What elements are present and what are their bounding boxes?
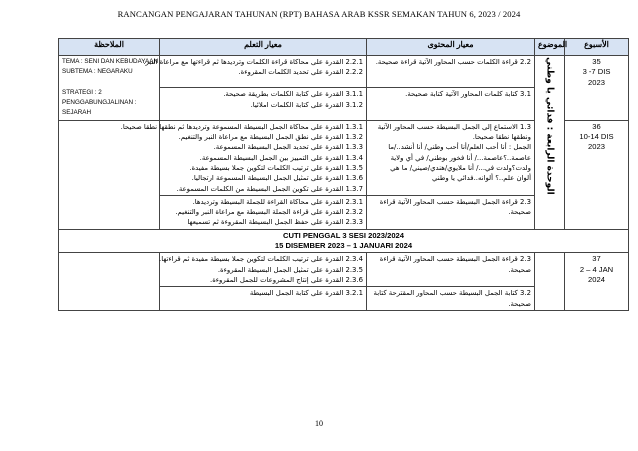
content-standard-line: ونطقها نطقا صحيحا. — [472, 133, 531, 142]
content-standard-line: 2.3 قراءة الجمل البسيطة حسب المحاور الآتية قراءة — [379, 197, 531, 206]
learning-standard-item: 2.3.2 القدرة على قراءة الجملة البسيطة مع مراعاة النبر والتنغيم. — [175, 208, 363, 217]
learning-standard-item: 1.3.1 القدرة على محاكاة الجمل البسيطة المسموعة وترديدها ثم نطقها نطقا صحيحا. — [120, 122, 363, 131]
learning-standard-item: 2.2.1 القدرة على محاكاة قراءة الكلمات وترديدها ثم قراءتها مع مراعاة النبر. — [143, 58, 363, 66]
header-notes: الملاحظة — [59, 39, 160, 56]
week-cell — [565, 56, 629, 121]
week-number: 35 — [592, 57, 601, 66]
table-header-row — [59, 39, 629, 56]
learning-standard-item: 2.3.6 القدرة على إنتاج المشروعات للجمل المقروءة. — [210, 275, 363, 284]
content-standard-line: ولدت؟ولدت في.../ أنا ملايوي/هندي/صيني/ ما هي — [390, 163, 531, 172]
content-standard-cell — [367, 120, 535, 195]
unit-title-cell — [535, 56, 565, 230]
topic-cell — [535, 253, 565, 310]
content-standard-cell — [367, 287, 535, 311]
week-number: 37 — [592, 254, 601, 264]
notes-line: SEJARAH — [62, 109, 92, 117]
notes-cell — [59, 120, 160, 229]
content-standard-cell — [367, 88, 535, 120]
learning-standard-cell — [120, 120, 367, 195]
learning-standard-cell — [160, 195, 367, 229]
week-cell — [565, 120, 629, 229]
learning-standard-item: 1.3.7 القدرة على تكوين الجمل البسيطة من الكلمات المسموعة. — [176, 184, 363, 193]
notes-line: SUBTEMA : NEGARAKU — [62, 68, 133, 76]
header-content-standard: معيار المحتوى — [367, 39, 535, 56]
learning-standard-item: 3.1.1 القدرة على كتابة الكلمات بطريقة صحيحة. — [223, 90, 363, 99]
learning-standard-cell — [160, 287, 367, 311]
notes-line: TEMA : SENI DAN KEBUDAYAAN — [62, 58, 158, 65]
content-standard-line: عاصمة..؟عاصمة.../ أنا فخور بوطني/ في أي ولاية — [390, 153, 531, 162]
school-break-row — [59, 229, 629, 253]
learning-standard-item: 2.3.3 القدرة على حفظ الجمل البسيطة المقروءة ثم تسميعها — [187, 218, 363, 227]
content-standard-line: 1.3 الاستماع إلى الجمل البسيطة حسب المحاور الآتية — [377, 122, 531, 131]
learning-standard-item: 3.1.2 القدرة على كتابة الكلمات املائيا. — [250, 100, 363, 109]
content-standard-line: 2.2 قراءة الكلمات حسب المحاور الآتية قراءة صحيحة. — [375, 58, 531, 66]
week-year: 2023 — [588, 77, 605, 87]
content-standard-cell — [367, 253, 535, 287]
learning-standard-item: 1.3.4 القدرة على التمييز بين الجمل البسيطة المسموعة. — [199, 153, 363, 162]
content-standard-line: الجمل : أنا أحب العلم/أنا أحب وطني/ أنا أنشد../ما — [388, 143, 531, 152]
content-standard-line: صحيحة. — [508, 299, 531, 308]
page-title: RANCANGAN PENGAJARAN TAHUNAN (RPT) BAHASA ARAB KSSR SEMAKAN TAHUN 6, 2023 / 2024 — [117, 9, 521, 19]
notes-line — [62, 78, 156, 88]
notes-line: PENGGABUNGJALINAN : — [62, 99, 137, 107]
notes-cell — [59, 253, 160, 310]
learning-standard-item: 3.2.1 القدرة على كتابة الجمل البسيطة — [249, 289, 363, 298]
content-standard-line: صحيحة. — [508, 265, 531, 274]
table-row — [59, 253, 629, 287]
content-standard-cell — [367, 56, 535, 88]
content-standard-line: ألوان علم..؟ ألوانه..فدائي يا وطني — [432, 174, 531, 183]
header-topic: الموضوع — [535, 39, 565, 56]
learning-standard-item: 2.3.4 القدرة على ترتيب الكلمات لتكوين جملا بسيطة مفيدة ثم قراءتها. — [159, 255, 363, 264]
school-break-cell — [59, 229, 629, 253]
content-standard-line: 3.1 كتابة كلمات المحاور الآتية كتابة صحيحة. — [405, 90, 531, 99]
learning-standard-item: 2.3.5 القدرة على تمثيل الجمل البسيطة المقروءة. — [217, 265, 363, 274]
content-standard-line: 3.2 كتابة الجمل البسيطة حسب المحاور المقترحة كتابة — [373, 289, 531, 298]
week-year: 2023 — [588, 142, 605, 152]
learning-standard-cell — [160, 253, 367, 287]
content-standard-cell — [367, 195, 535, 229]
learning-standard-item: 2.2.2 القدرة على تحديد الكلمات المقروءة. — [238, 68, 363, 77]
learning-standard-item: 1.3.2 القدرة على نطق الجمل البسيطة مع مراعاة النبر والتنغيم. — [178, 133, 363, 142]
content-standard-line: 2.3 قراءة الجمل البسيطة حسب المحاور الآتية قراءة — [379, 255, 531, 264]
learning-standard-cell — [143, 56, 367, 88]
header-learning-standard: معيار التعلم — [160, 39, 367, 56]
week-cell — [565, 253, 629, 310]
table-row — [59, 56, 629, 88]
school-break-title: CUTI PENGGAL 3 SESI 2023/2024 — [283, 230, 404, 240]
week-dates: 10-14 DIS — [579, 132, 614, 142]
header-week: الأسبوع — [565, 39, 629, 56]
unit-title: الوحدة الرابعة : فدائي يا وطني — [544, 57, 555, 195]
week-dates: 3 -7 DIS — [582, 67, 611, 77]
notes-line: STRATEGI : 2 — [62, 88, 102, 96]
learning-standard-item: 1.3.6 القدرة على تمثيل الجمل البسيطة المسموعة ارتجاليا. — [191, 174, 363, 183]
rpt-table — [58, 38, 629, 311]
school-break-dates: 15 DISEMBER 2023 – 1 JANUARI 2024 — [274, 241, 413, 251]
week-dates: 2 – 4 JAN — [579, 264, 614, 274]
week-year: 2024 — [588, 274, 605, 284]
content-standard-line: صحيحة. — [508, 208, 531, 217]
learning-standard-cell — [160, 88, 367, 120]
page-number: 10 — [315, 419, 323, 428]
learning-standard-item: 1.3.5 القدرة على ترتيب الكلمات لتكوين جملا بسيطة مفيدة. — [189, 163, 363, 172]
week-number: 36 — [592, 121, 601, 131]
learning-standard-item: 2.3.1 القدرة على محاكاة القراءة للجملة البسيطة وترديدها. — [192, 197, 363, 206]
learning-standard-item: 1.3.3 القدرة على تحديد الجمل البسيطة المسموعة. — [213, 143, 363, 152]
